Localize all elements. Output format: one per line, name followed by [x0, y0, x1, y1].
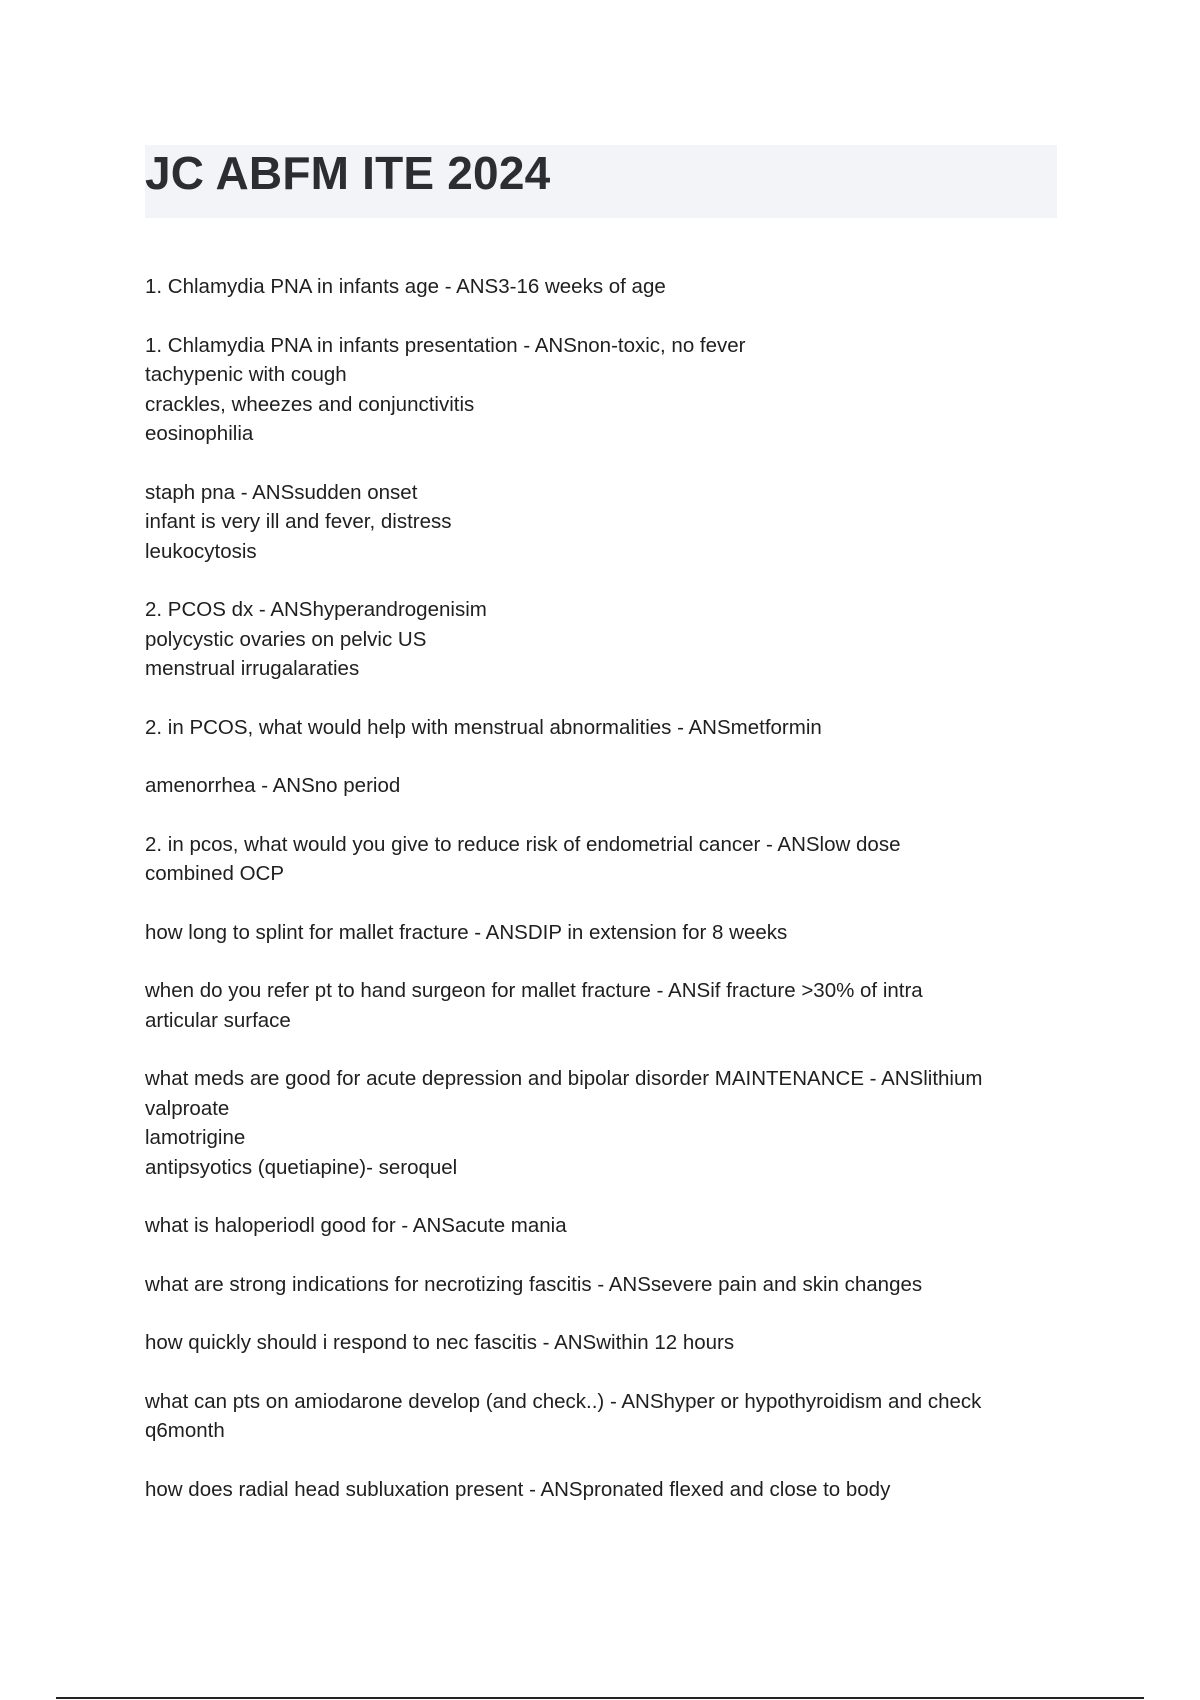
qa-item-haloperidol: what is haloperiodl good for - ANSacute mania [145, 1214, 567, 1237]
qa-item-amenorrhea: amenorrhea - ANSno period [145, 774, 401, 797]
qa-item-pcos-menstrual: 2. in PCOS, what would help with menstrual abnormalities - ANSmetformin [145, 715, 822, 739]
qa-item-pcos-endometrial: 2. in pcos, what would you give to reduce risk of endometrial cancer - ANSlow dose combined OCP [145, 832, 901, 885]
qa-item-pcos-dx: 2. PCOS dx - ANShyperandrogenisim polycystic ovaries on pelvic US menstrual irrugalaraties [145, 598, 487, 680]
footer-divider [56, 1697, 1144, 1699]
qa-item-nec-fasc-indications: what are strong indications for necrotizing fascitis - ANSsevere pain and skin changes [145, 1272, 923, 1296]
qa-item-nec-fasc-response: how quickly should i respond to nec fascitis - ANSwithin 12 hours [145, 1331, 735, 1354]
qa-item-staph-pna: staph pna - ANSsudden onset infant is very ill and fever, distress leukocytosis [145, 480, 452, 563]
qa-item-radial-head: how does radial head subluxation present - ANSpronated flexed and close to body [145, 1477, 891, 1501]
document-title: JC ABFM ITE 2024 [145, 147, 551, 199]
qa-item-chlamydia-age: 1. Chlamydia PNA in infants age - ANS3-16 weeks of age [145, 275, 666, 298]
qa-item-bipolar-meds: what meds are good for acute depression and bipolar disorder MAINTENANCE - ANSlithium valproate lamotrigine antipsyotics (quetiapine)- seroquel [145, 1067, 983, 1179]
qa-item-mallet-splint: how long to splint for mallet fracture - ANSDIP in extension for 8 weeks [145, 920, 788, 944]
qa-list [145, 272, 1065, 1533]
qa-item-mallet-refer: when do you refer pt to hand surgeon for mallet fracture - ANSif fracture >30% of intra articular surface [145, 979, 923, 1032]
qa-item-amiodarone: what can pts on amiodarone develop (and check..) - ANShyper or hypothyroidism and check q6month [145, 1389, 982, 1442]
qa-item-chlamydia-presentation: 1. Chlamydia PNA in infants presentation - ANSnon-toxic, no fever tachypenic with cough crackles, wheezes and conjunctivitis eosinophilia [145, 333, 746, 445]
